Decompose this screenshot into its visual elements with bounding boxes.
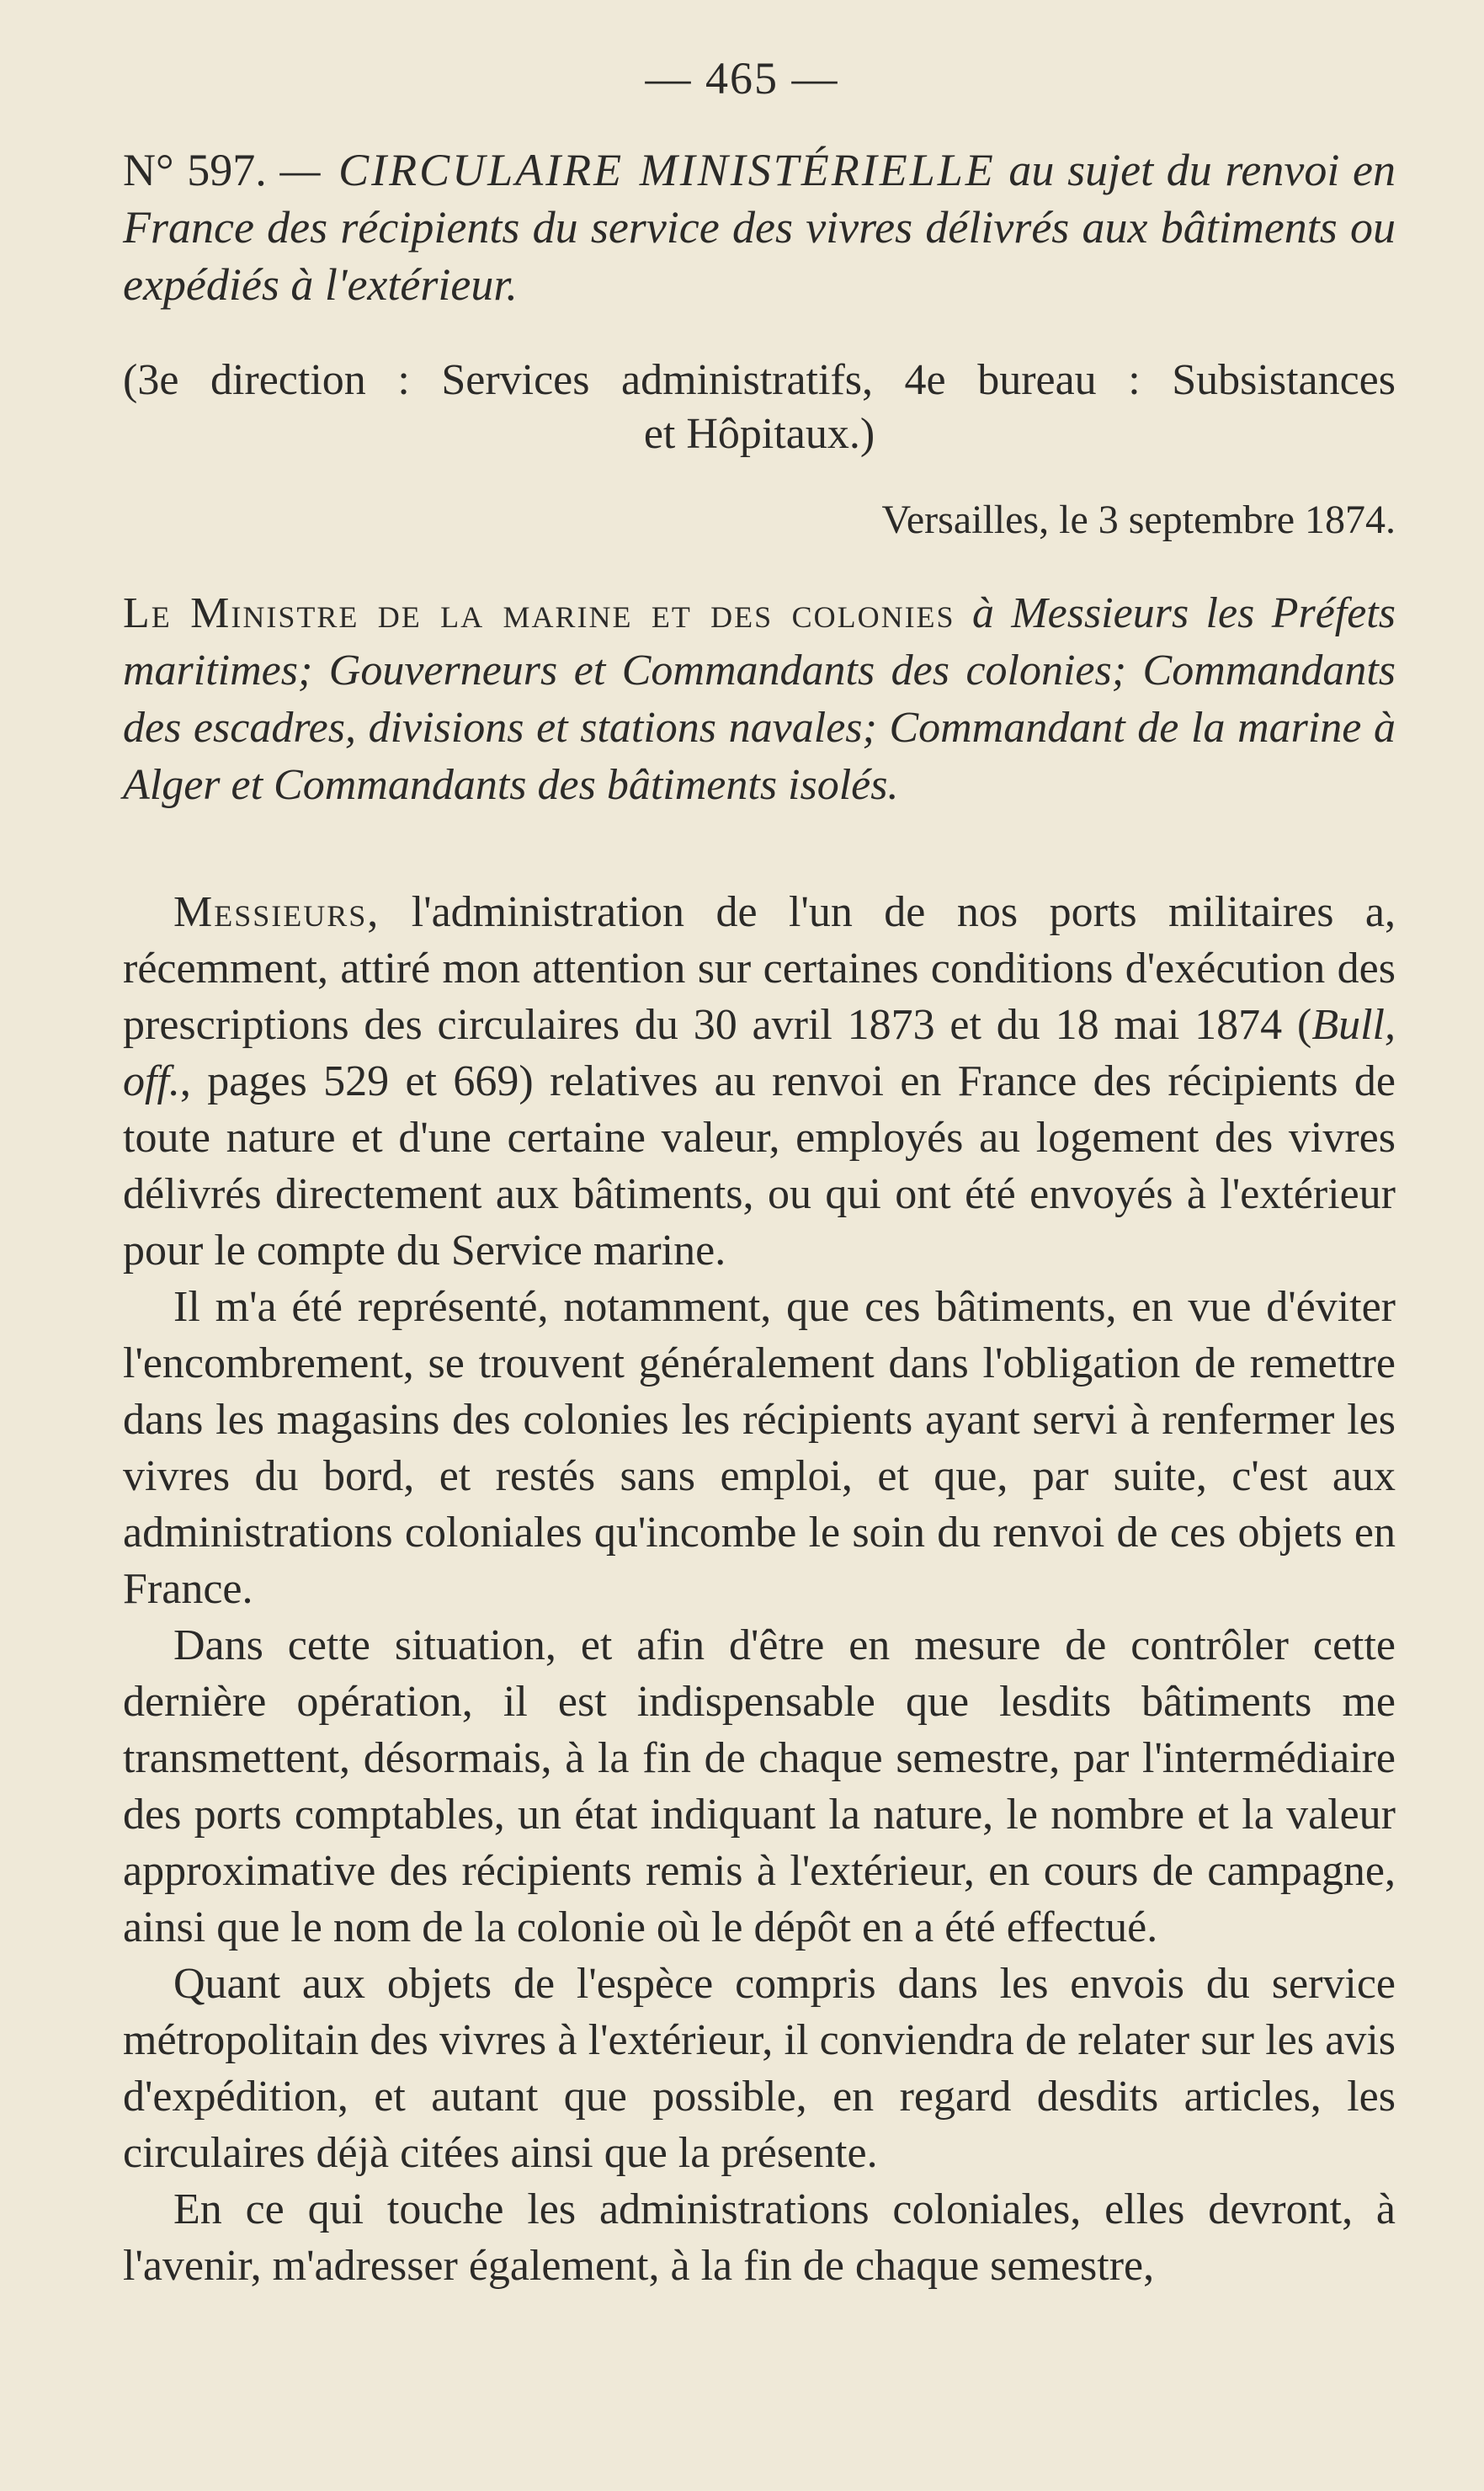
paragraph-4: Quant aux objets de l'espèce compris dans les envois du service métropolitain des vivres à l'extérieur, il conviendra de relater sur les avis d'expédition, et autant que possible, en regard desdits articles, les circulaires déjà citées ainsi que la présente. bbox=[123, 1960, 1396, 2177]
paragraph-3: Dans cette situation, et afin d'être en mesure de contrôler cette dernière opération, il est indispensable que lesdits bâtiments me transmettent, désormais, à la fin de chaque semestre, par l'intermédiaire des ports comptables, un état indiquant la nature, le nombre et la valeur approximative des récipients remis à l'extérieur, en cours de campagne, ainsi que le nom de la colonie où le dépôt en a été effectué. bbox=[123, 1621, 1396, 1951]
bulletin-reference: Bull, off. bbox=[123, 1001, 1396, 1105]
paragraph-1 bbox=[123, 884, 1396, 1279]
direction-line-2: et Hôpitaux.) bbox=[643, 410, 875, 458]
paragraph-1-part-a: l'administration de l'un de nos ports militaires a, récemment, attiré mon attention sur certaines conditions d'exécution des prescriptions des circulaires du 30 avril 1873 et du 18 mai 1874 ( bbox=[123, 888, 1396, 1049]
page-number: — 465 — bbox=[645, 53, 839, 104]
circular-number: N° 597. bbox=[123, 145, 267, 195]
addressee-recipients: à Messieurs les Préfets maritimes; Gouverneurs et Commandants des colonies; Commandants des escadres, divisions et stations navales; Commandant de la marine à Alger et Commandants des bâtiments isolés. bbox=[123, 589, 1396, 809]
letter-body bbox=[123, 884, 1396, 2294]
circular-heading: — CIRCULAIRE MINISTÉRIELLE bbox=[279, 145, 996, 195]
paragraph-5: En ce qui touche les administrations coloniales, elles devront, à l'avenir, m'adresser également, à la fin de chaque semestre, bbox=[123, 2185, 1396, 2290]
direction-note bbox=[123, 354, 1396, 461]
paragraph-2: Il m'a été représenté, notamment, que ces bâtiments, en vue d'éviter l'encombrement, se trouvent généralement dans l'obligation de remettre dans les magasins des colonies les récipients ayant servi à renfermer les vivres du bord, et restés sans emploi, et que, par suite, c'est aux administrations coloniales qu'incombe le soin du renvoi de ces objets en France. bbox=[123, 1283, 1396, 1613]
circular-subject: au sujet du renvoi en France des récipients du service des vivres délivrés aux bâtiments ou expédiés à l'extérieur. bbox=[123, 145, 1396, 310]
salutation: Messieurs, bbox=[173, 888, 380, 936]
addressee-block bbox=[123, 585, 1396, 814]
dateline: Versailles, le 3 septembre 1874. bbox=[881, 498, 1396, 542]
direction-line-1: (3e direction : Services administratifs, 4e bureau : Subsistances bbox=[123, 356, 1396, 404]
paragraph-1-part-b: , pages 529 et 669) relatives au renvoi en France des récipients de toute nature et d'une certaine valeur, employés au logement des vivres délivrés directement aux bâtiments, ou qui ont été envoyés à l'extérieur pour le compte du Service marine. bbox=[123, 1057, 1396, 1275]
circular-title bbox=[123, 141, 1396, 313]
addressee-sender: Le Ministre de la marine et des colonies bbox=[123, 589, 955, 637]
